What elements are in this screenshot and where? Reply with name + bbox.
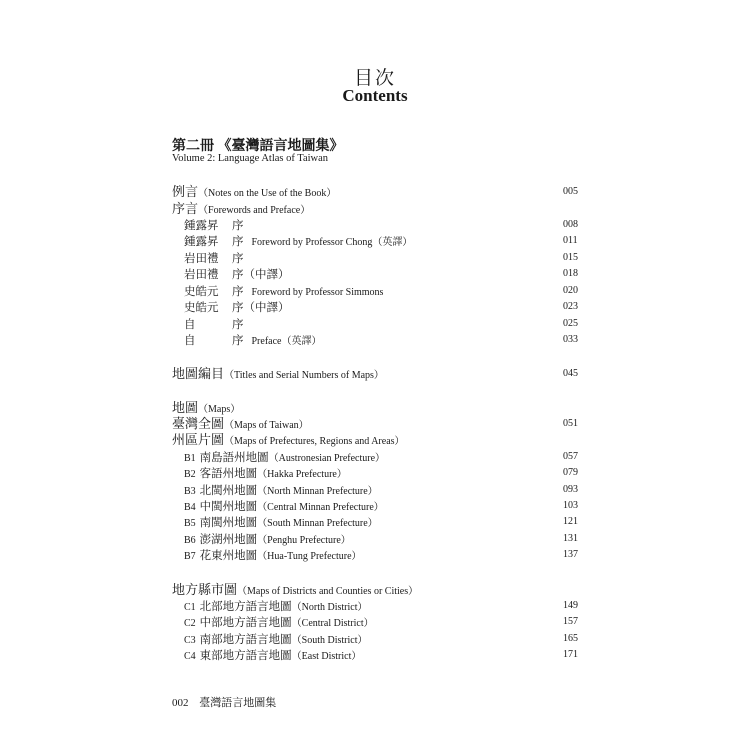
toc-page-number: 045 <box>563 368 578 379</box>
toc-page-number: 008 <box>563 219 578 230</box>
map-code: B3 <box>184 486 196 497</box>
toc-entry-b2 <box>184 465 347 481</box>
toc-entry-simmons-1 <box>184 283 383 299</box>
toc-page-number: 023 <box>563 301 578 312</box>
toc-page-number: 051 <box>563 418 578 429</box>
preface-author: 自 <box>184 335 196 347</box>
map-title: 澎湖州地圖 <box>199 534 258 546</box>
toc-entry-title: 地方縣市圖 <box>172 582 238 597</box>
map-title-translation: （North District） <box>291 602 368 613</box>
preface-marker: 序 <box>232 286 244 298</box>
footer-book-title: 臺灣語言地圖集 <box>199 697 277 709</box>
map-title: 南部地方語言地圖 <box>199 634 292 646</box>
toc-entry-b3 <box>184 482 378 498</box>
toc-entry-chong-1 <box>184 217 244 233</box>
preface-marker: 序 <box>232 220 244 232</box>
preface-marker: 序（中譯） <box>232 269 290 281</box>
map-title-translation: （Hua-Tung Prefecture） <box>257 551 362 562</box>
toc-entry-b4 <box>184 498 384 514</box>
toc-entry-title: 地圖編目 <box>172 366 225 381</box>
toc-entry-title: 地圖 <box>172 400 199 415</box>
footer-page-number: 002 <box>172 697 189 709</box>
toc-entry-translation: （Maps of Taiwan） <box>224 420 309 431</box>
toc-entry-title: 例言 <box>172 184 199 199</box>
preface-translation: Preface（英譯） <box>251 336 322 347</box>
toc-page-number: 020 <box>563 285 578 296</box>
preface-author: 史皓元 <box>184 302 219 314</box>
toc-entry-self-2 <box>184 332 321 348</box>
map-title-translation: （Penghu Prefecture） <box>257 535 351 546</box>
toc-entry-maps <box>172 400 240 416</box>
toc-entry-title: 序言 <box>172 201 199 216</box>
map-code: B4 <box>184 502 196 513</box>
map-code: C3 <box>184 635 196 646</box>
toc-page-number: 103 <box>563 500 578 511</box>
toc-page-number: 011 <box>563 235 578 246</box>
preface-marker: 序（中譯） <box>232 302 290 314</box>
map-code: B2 <box>184 469 196 480</box>
toc-entry-translation: （Forewords and Preface） <box>198 205 311 216</box>
toc-entry-c2 <box>184 614 374 630</box>
map-title: 客語州地圖 <box>199 468 258 480</box>
toc-entry-self-1 <box>184 316 244 332</box>
toc-page-number: 057 <box>563 451 578 462</box>
toc-entry-b6 <box>184 531 351 547</box>
toc-entry-b1 <box>184 449 385 465</box>
preface-author: 鍾露昇 <box>184 236 219 248</box>
toc-entry-titles <box>172 366 384 382</box>
toc-entry-c3 <box>184 631 368 647</box>
toc-page-number: 149 <box>563 600 578 611</box>
preface-author: 岩田禮 <box>184 253 219 265</box>
map-title: 中閩州地圖 <box>199 501 258 513</box>
toc-page-number: 093 <box>563 484 578 495</box>
map-title: 中部地方語言地圖 <box>199 617 292 629</box>
map-code: C1 <box>184 602 196 613</box>
preface-author: 岩田禮 <box>184 269 219 281</box>
preface-author: 史皓元 <box>184 286 219 298</box>
toc-entry-translation: （Notes on the Use of the Book） <box>198 188 337 199</box>
preface-translation: Foreword by Professor Simmons <box>251 287 384 298</box>
map-code: B7 <box>184 551 196 562</box>
toc-entry-translation: （Maps） <box>198 404 241 415</box>
map-title: 南閩州地圖 <box>199 517 258 529</box>
map-code: B1 <box>184 453 196 464</box>
map-code: B6 <box>184 535 196 546</box>
toc-page-number: 121 <box>563 516 578 527</box>
toc-entry-prefectures <box>172 432 405 448</box>
preface-marker: 序 <box>232 335 244 347</box>
toc-entry-districts <box>172 582 418 598</box>
toc-entry-forewords <box>172 201 310 217</box>
map-title: 東部地方語言地圖 <box>199 650 292 662</box>
toc-page-number: 165 <box>563 633 578 644</box>
map-title: 北閩州地圖 <box>199 485 258 497</box>
map-title-translation: （South Minnan Prefecture） <box>257 518 378 529</box>
map-code: C4 <box>184 651 196 662</box>
toc-page-number: 171 <box>563 649 578 660</box>
toc-page-number: 079 <box>563 467 578 478</box>
preface-translation: Foreword by Professor Chong（英譯） <box>251 237 413 248</box>
toc-page-number: 025 <box>563 318 578 329</box>
toc-entry-translation: （Maps of Districts and Counties or Cities） <box>237 586 419 597</box>
map-title-translation: （Central District） <box>291 618 374 629</box>
toc-page-number: 131 <box>563 533 578 544</box>
map-title-translation: （Hakka Prefecture） <box>257 469 347 480</box>
preface-marker: 序 <box>232 319 244 331</box>
map-title-translation: （Central Minnan Prefecture） <box>257 502 384 513</box>
toc-entry-title: 臺灣全圖 <box>172 416 225 431</box>
toc-page-number: 157 <box>563 616 578 627</box>
toc-entry-taiwan <box>172 416 309 432</box>
map-title-translation: （East District） <box>291 651 362 662</box>
map-title-translation: （South District） <box>291 635 368 646</box>
toc-page-number: 015 <box>563 252 578 263</box>
volume-subtitle: Volume 2: Language Atlas of Taiwan <box>172 153 329 164</box>
preface-marker: 序 <box>232 236 244 248</box>
map-title-translation: （Austronesian Prefecture） <box>268 453 386 464</box>
map-title: 南島語州地圖 <box>199 452 269 464</box>
toc-entry-c4 <box>184 647 361 663</box>
toc-page-number: 137 <box>563 549 578 560</box>
toc-entry-c1 <box>184 598 368 614</box>
map-code: B5 <box>184 518 196 529</box>
preface-author: 自 <box>184 319 196 331</box>
map-title-translation: （North Minnan Prefecture） <box>257 486 378 497</box>
toc-entry-chong-2 <box>184 233 412 249</box>
volume-title: 第二冊 《臺灣語言地圖集》 <box>172 139 344 154</box>
toc-entry-translation: （Maps of Prefectures, Regions and Areas） <box>224 436 405 447</box>
preface-marker: 序 <box>232 253 244 265</box>
toc-entry-notes <box>172 184 336 200</box>
toc-page-number: 018 <box>563 268 578 279</box>
page-title-en: Contents <box>342 86 408 105</box>
toc-entry-b7 <box>184 547 362 563</box>
toc-entry-iwata-2 <box>184 266 290 282</box>
toc-entry-iwata-1 <box>184 250 244 266</box>
toc-entry-translation: （Titles and Serial Numbers of Maps） <box>224 370 384 381</box>
toc-page-number: 005 <box>563 186 578 197</box>
toc-entry-title: 州區片圖 <box>172 432 225 447</box>
preface-author: 鍾露昇 <box>184 220 219 232</box>
map-title: 花東州地圖 <box>199 550 258 562</box>
toc-page-number: 033 <box>563 334 578 345</box>
map-title: 北部地方語言地圖 <box>199 601 292 613</box>
toc-entry-simmons-2 <box>184 299 290 315</box>
map-code: C2 <box>184 618 196 629</box>
toc-entry-b5 <box>184 514 378 530</box>
page-title-cjk: 目次 <box>353 68 396 89</box>
page-footer <box>172 694 276 710</box>
